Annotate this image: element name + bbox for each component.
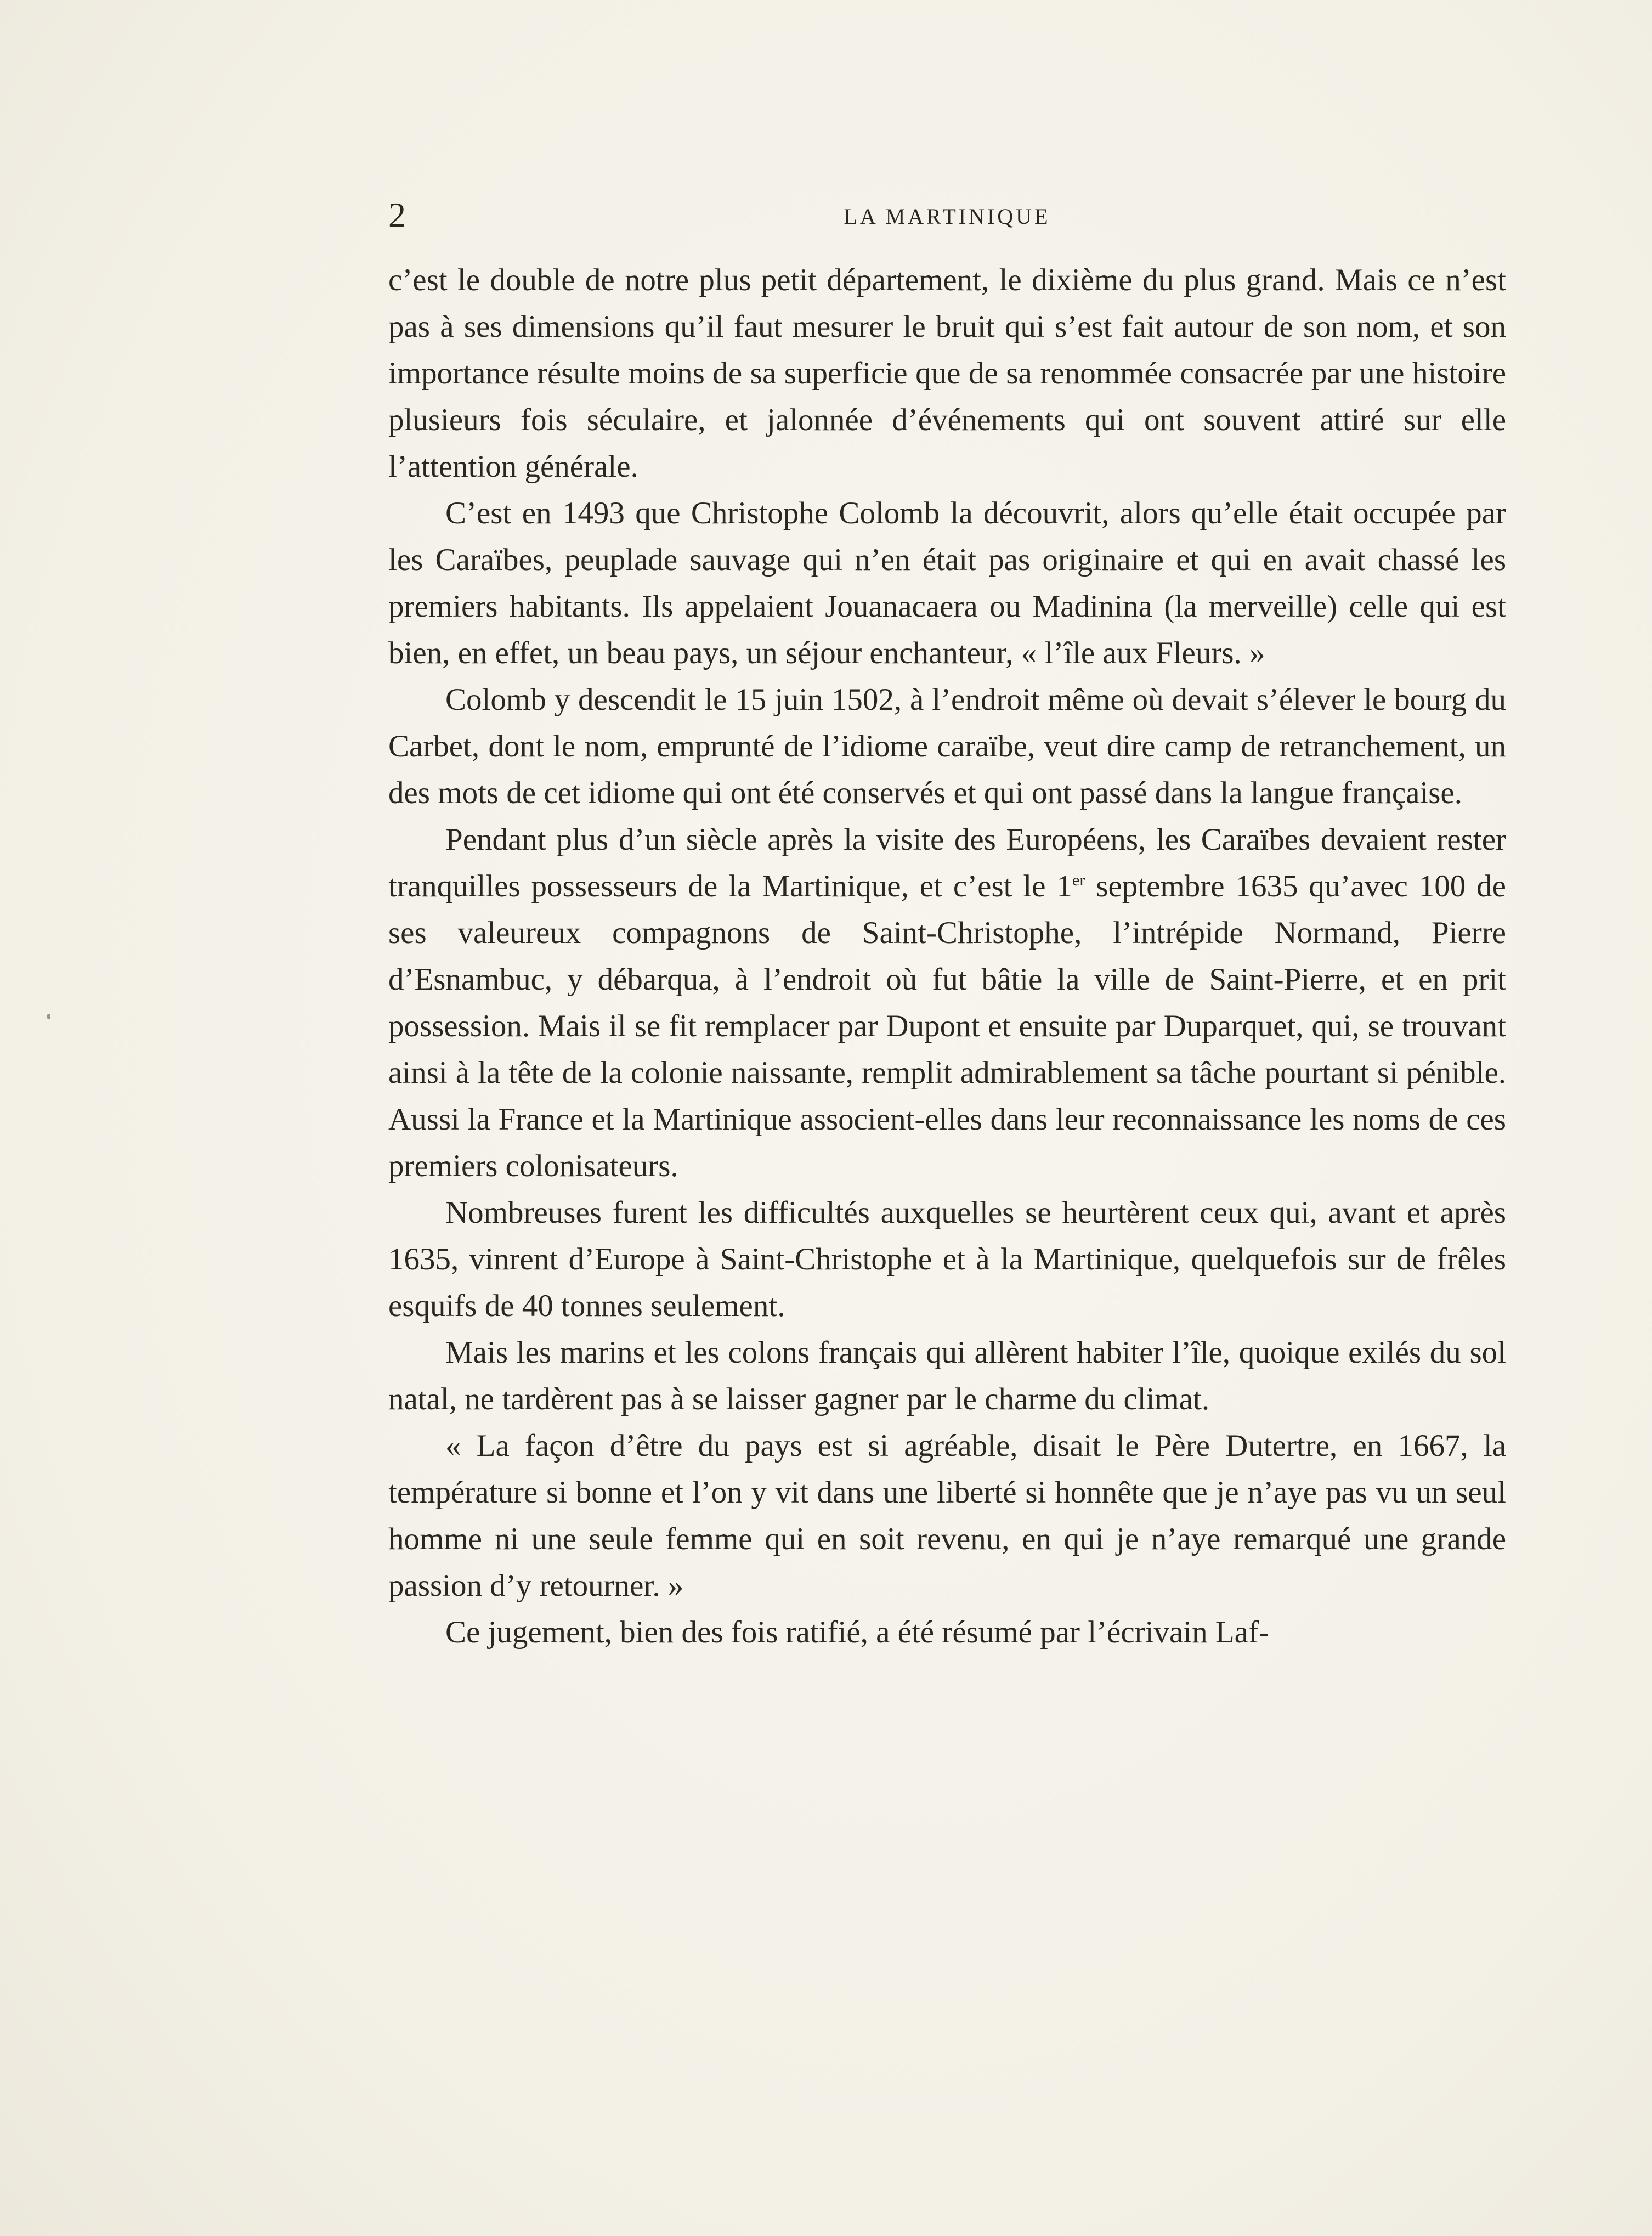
- paragraph-7: « La façon d’être du pays est si agréable, disait le Père Dutertre, en 1667, la température si bonne et l’on y vit dans une liberté si honnête que je n’aye pas vu un seul homme ni une seule femme qui en soit revenu, en qui je n’aye remarqué une grande passion d’y retourner. »: [388, 1428, 1506, 1603]
- running-title: LA MARTINIQUE: [844, 204, 1051, 229]
- paragraph-4-part-2: septembre 1635 qu’avec 100 de ses valeureux compagnons de Saint-Christophe, l’intrépide Normand, Pierre d’Esnambuc, y débarqua, à l’endroit où fut bâtie la ville de Saint-Pierre, et en prit possession. Mais il se fit remplacer par Dupont et ensuite par Duparquet, qui, se trouvant ainsi à la tête de la colonie naissante, remplit admirablement sa tâche pourtant si pénible. Aussi la France et la Martinique associent-elles dans leur reconnaissance les noms de ces premiers colonisateurs.: [388, 869, 1506, 1183]
- paper-speck: [47, 1014, 50, 1019]
- paragraph-1: c’est le double de notre plus petit département, le dixième du plus grand. Mais ce n’est pas à ses dimensions qu’il faut mesurer le bruit qui s’est fait autour de son nom, et son importance résulte moins de sa superficie que de sa renommée consacrée par une histoire plusieurs fois séculaire, et jalonnée d’événements qui ont souvent attiré sur elle l’attention générale.: [388, 263, 1506, 484]
- paragraph-4: [388, 816, 1506, 1189]
- paragraph-8: Ce jugement, bien des fois ratifié, a été résumé par l’écrivain Laf-: [445, 1615, 1269, 1650]
- page-header: [388, 193, 1506, 237]
- paragraph-6: Mais les marins et les colons français qui allèrent habiter l’île, quoique exilés du sol natal, ne tardèrent pas à se laisser gagner par le charme du climat.: [388, 1335, 1506, 1416]
- paragraph-4-part-1: Pendant plus d’un siècle après la visite des Européens, les Caraïbes devaient rester tranquilles possesseurs de la Martinique, et c’est le 1: [388, 822, 1506, 904]
- body-text: [388, 257, 1506, 1656]
- paragraph-3: Colomb y descendit le 15 juin 1502, à l’endroit même où devait s’élever le bourg du Carbet, dont le nom, emprunté de l’idiome caraïbe, veut dire camp de retranchement, un des mots de cet idiome qui ont été conservés et qui ont passé dans la langue française.: [388, 682, 1506, 810]
- paragraph-5: Nombreuses furent les difficultés auxquelles se heurtèrent ceux qui, avant et après 1635, vinrent d’Europe à Saint-Christophe et à la Martinique, quelquefois sur de frêles esquifs de 40 tonnes seulement.: [388, 1195, 1506, 1323]
- page-number: 2: [388, 195, 406, 234]
- ordinal-superscript: er: [1072, 871, 1085, 889]
- paragraph-2: C’est en 1493 que Christophe Colomb la découvrit, alors qu’elle était occupée par les Caraïbes, peuplade sauvage qui n’en était pas originaire et qui en avait chassé les premiers habitants. Ils appelaient Jouanacaera ou Madinina (la merveille) celle qui est bien, en effet, un beau pays, un séjour enchanteur, « l’île aux Fleurs. »: [388, 496, 1506, 670]
